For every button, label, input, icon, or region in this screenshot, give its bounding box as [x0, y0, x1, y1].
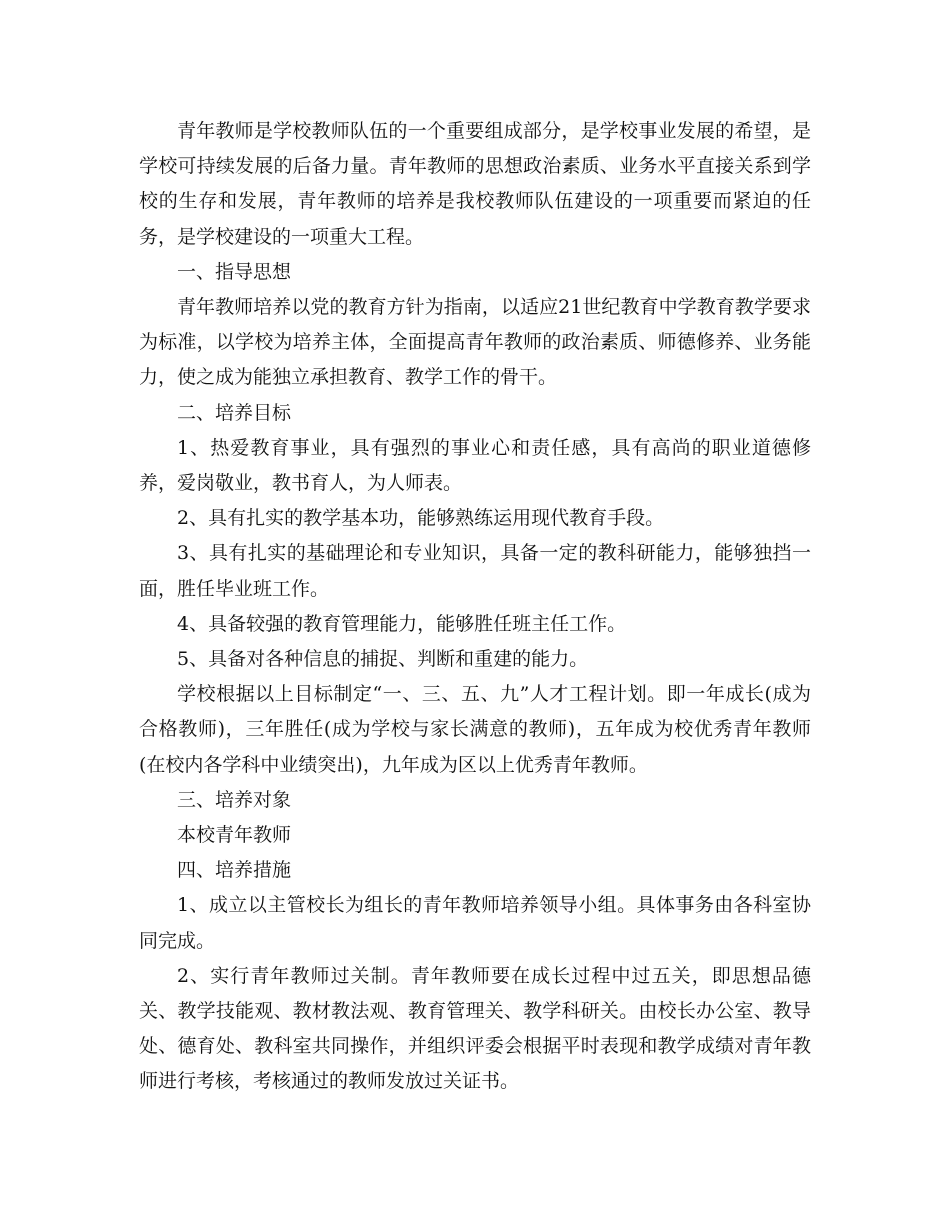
document-body: [139, 114, 811, 1100]
measure-item-1: 1、成立以主管校长为组长的青年教师培养领导小组。具体事务由各科室协同完成。: [139, 894, 811, 952]
section-heading-guiding-ideology: 一、指导思想: [177, 260, 292, 283]
section-heading-training-measures: 四、培养措施: [177, 859, 292, 882]
goal-item-1: 1、热爱教育事业，具有强烈的事业心和责任感，具有高尚的职业道德修养，爱岗敬业，教书育人，为人师表。: [139, 436, 811, 495]
goal-item-5: 5、具备对各种信息的捕捉、判断和重建的能力。: [177, 648, 589, 671]
section-heading-training-targets: 三、培养对象: [177, 788, 292, 811]
measure-item-2: 2、实行青年教师过关制。青年教师要在成长过程中过五关，即思想品德关、教学技能观、教材教法观、教育管理关、教学科研关。由校长办公室、教导处、德育处、教科室共同操作，并组织评委会根据平时表现和教学成绩对青年教师进行考核，考核通过的教师发放过关证书。: [139, 964, 811, 1093]
talent-plan-paragraph: 学校根据以上目标制定“一、三、五、九”人才工程计划。即一年成长(成为合格教师)，三年胜任(成为学校与家长满意的教师)，五年成为校优秀青年教师(在校内各学科中业绩突出)，九年成为区以上优秀青年教师。: [139, 683, 811, 776]
guiding-ideology-paragraph: 青年教师培养以党的教育方针为指南，以适应21世纪教育中学教育教学要求为标准，以学校为培养主体，全面提高青年教师的政治素质、师德修养、业务能力，使之成为能独立承担教育、教学工作的骨干。: [139, 296, 811, 389]
section-heading-training-goals: 二、培养目标: [177, 401, 292, 424]
training-targets-paragraph: 本校青年教师: [177, 824, 292, 847]
goal-item-3: 3、具有扎实的基础理论和专业知识，具备一定的教科研能力，能够独挡一面，胜任毕业班工作。: [139, 542, 811, 600]
goal-item-2: 2、具有扎实的教学基本功，能够熟练运用现代教育手段。: [177, 507, 665, 530]
goal-item-4: 4、具备较强的教育管理能力，能够胜任班主任工作。: [177, 612, 627, 635]
intro-paragraph: 青年教师是学校教师队伍的一个重要组成部分，是学校事业发展的希望，是学校可持续发展的后备力量。青年教师的思想政治素质、业务水平直接关系到学校的生存和发展，青年教师的培养是我校教师队伍建设的一项重要而紧迫的任务，是学校建设的一项重大工程。: [139, 120, 811, 248]
